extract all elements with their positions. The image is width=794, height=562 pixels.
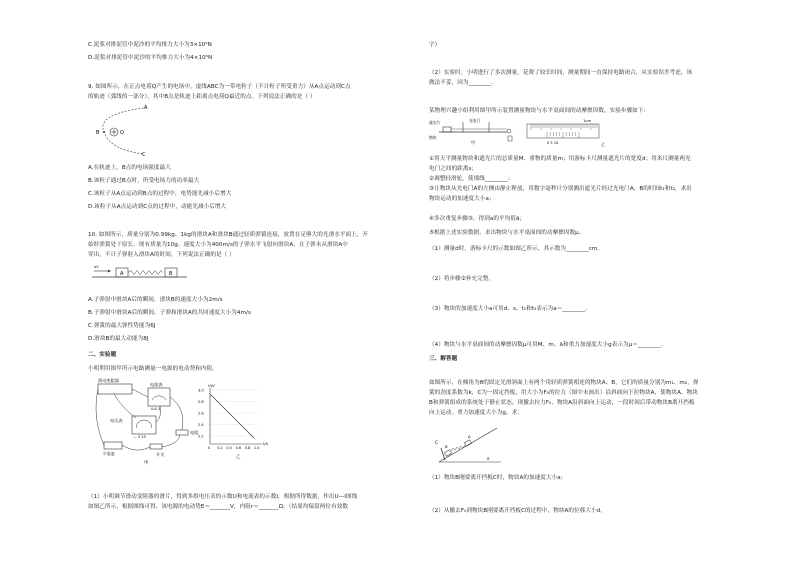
block-icon: [443, 127, 451, 132]
experiment2-intro: 某物理兴趣小组利用图甲所示装置测量物块与水平桌面间的动摩擦因数，实验步骤如下：: [429, 108, 650, 114]
q10-option-a: A.子弹射中滑块A后的瞬间，滑块B的速度大小为2m/s: [88, 297, 223, 303]
pulley-icon: [507, 129, 511, 133]
label-b: B: [96, 130, 100, 136]
step1-line1: ①用天平测量物块和遮光片的总质量M、重物的质量m；用游标卡尺测量遮光片的宽度d；用米尺测量两光: [429, 156, 691, 162]
y-tick-label: 2.4: [198, 423, 204, 427]
label-switch: 开关: [156, 452, 165, 457]
vernier-caliper-figure: [525, 118, 609, 148]
q10-option-d: D.滑块B的最大动能为8J: [88, 336, 149, 342]
incline-figure: [435, 422, 505, 464]
x-tick-label: 1.0: [254, 446, 260, 450]
label-rheostat: 滑动变阻器: [98, 378, 119, 383]
q10-stem-line1: 10. 如图所示，质量分别为0.99kg、1kg的滑块A和滑块B通过轻质弹簧连接，放置在足够大的光滑水平面上，开: [88, 232, 369, 238]
q9-field-figure: [96, 104, 156, 158]
x-tick-label: 0.4: [226, 446, 232, 450]
q9-option-b: B.该粒子通过B点时，所受电场力的功率最大: [88, 178, 200, 184]
section-experiment-heading: 二、实验题: [88, 352, 117, 358]
q9-stem-line1: 9. 如图所示，在正点电荷Q产生的电场中，虚线ABC为一带电粒子（不计粒子所受重力）从A点运动到C点: [88, 84, 351, 90]
q9-option-d: D.该粒子从A点运动到C点的过程中，动能先减小后增大: [88, 204, 227, 210]
q8-option-d: D.泥浆对排泥管中泥沙的平均推力大小为4×10⁵N: [88, 55, 213, 61]
label-photogate: 光电门: [469, 118, 481, 123]
q10-option-b: B.子弹射中滑块A后的瞬间，子弹和滑块A的共同速度大小为4m/s: [88, 310, 251, 316]
q9-option-c: C.该粒子从A点运动到B点的过程中，电势能先减小后增大: [88, 191, 232, 197]
calc-stem-line3: B和弹簧组成的系统处于静止状态，现撤去拉力F₀，物块A沿斜面向上运动，一段时间后带动物块B离开挡板: [429, 400, 695, 406]
label-block-a: A: [120, 271, 124, 277]
experiment1-intro: 小明利用图甲所示电路测量一电源的电动势和内阻。: [88, 366, 218, 372]
experiment1-q1-line2: 如图乙所示，根据图线可得，该电源的电动势E＝_______V，内阻r＝_______Ω。（结果均保留两位有效数: [88, 504, 349, 510]
section-calculation-heading: 三、解答题: [429, 356, 458, 362]
stopper-c: [441, 448, 445, 460]
spring: [128, 271, 163, 275]
experiment1-q2-line1: （2）实验时，小明进行了多次测量，花费了较长时间，测量期间一直保持电路闭合，从实验误差考虑，该: [429, 70, 693, 76]
experiment1-q1-line1: （1）小明调节滑动变阻器的滑片，得到多组电压表的示数U和电流表的示数I，根据所得数据，作出U—I图线: [88, 494, 358, 500]
step3-line2: 物块运动的加速度大小a；: [429, 196, 495, 202]
caliper-vernier-labels: 0 5 10: [547, 141, 559, 145]
y-tick-label: 2.8: [198, 400, 204, 404]
step4: ④多次重复步骤③，得到a的平均值ā；: [429, 216, 526, 222]
q10-option-c: C.弹簧的最大弹性势能为6J: [88, 323, 156, 329]
step1-line2: 电门之间的距离s；: [429, 166, 478, 172]
label-c: C: [435, 440, 438, 445]
y-tick-label: 2.6: [198, 411, 204, 416]
label-c: C: [142, 152, 146, 158]
circuit-figure: [92, 378, 204, 464]
experiment1-q2-line2: 做法不妥，因为________。: [429, 80, 497, 86]
label-block: 物块: [429, 135, 437, 140]
ui-graph: [196, 380, 268, 460]
block-a-icon: [464, 440, 471, 446]
q9-option-a: A.在轨迹上，B点的电场强度最大: [88, 165, 171, 171]
circuit-caption: 甲: [144, 461, 149, 466]
step5: ⑤根据上述实验数据，求出物块与水平桌面间的动摩擦因数μ。: [429, 230, 585, 236]
apparatus-caption: 甲: [471, 140, 476, 145]
ammeter-scale: 0.6 3: [151, 407, 161, 411]
exp2-q2: （2）将步骤②补充完整。: [429, 276, 495, 282]
exp2-q3: （3）物块的加速度大小a可用d、s、t₁和t₂表示为a＝________。: [429, 306, 591, 312]
y-tick-label: 3.0: [198, 388, 204, 393]
calc-q1: （1）物块B刚要离开挡板C时，物块A的加速度大小a；: [429, 475, 567, 481]
x-tick-label: 0.2: [217, 446, 223, 450]
label-shading-plate: 遮光片: [429, 120, 441, 125]
q8-option-c: C.泥浆对排泥管中泥沙的平均推力大小为3×10⁵N: [88, 42, 212, 48]
voltmeter-scale: — 3 15: [133, 435, 146, 439]
step2: ②调整轻滑轮，使细线________；: [429, 176, 514, 182]
q10-spring-figure: [92, 262, 192, 282]
right-column: [397, 0, 794, 562]
calc-stem-line4: 向上运动。重力加速度大小为g，求：: [429, 410, 523, 416]
switch-icon: [150, 444, 162, 449]
label-q: Q: [120, 130, 124, 136]
label-block-b: B: [169, 271, 173, 277]
label-v0: v₀: [94, 265, 99, 270]
q9-stem-line2: 的轨迹（弧线的一部分），其中B点是轨迹上距离点电荷Q最近的点。下列说法正确的是（ ）: [88, 94, 316, 100]
caliper-caption: 乙: [601, 142, 606, 147]
y-axis-label: U/V: [208, 383, 215, 388]
y-tick-label: 2.2: [198, 434, 204, 439]
continuation-text: 字）: [429, 42, 441, 48]
label-voltmeter: 电压表: [110, 418, 123, 423]
caliper-unit: 1cm: [583, 118, 592, 123]
label-resistor: 电阻: [190, 430, 199, 435]
voltmeter-icon: [132, 416, 156, 434]
battery-icon: [104, 442, 122, 449]
graph-caption: 乙: [236, 455, 241, 460]
weight-icon: [508, 136, 512, 141]
calc-q2: （2）从撤去F₀到物块B刚要离开挡板C的过程中，物块A的位移大小d。: [429, 508, 606, 514]
label-battery: 干电池: [102, 451, 115, 456]
rheostat-icon: [98, 384, 132, 394]
x-tick-label: 0.8: [244, 446, 251, 450]
q10-stem-line2: 始时弹簧处于原长。现有质量为10g、速度大小为400m/s的子弹水平飞射向滑块A，且子弹未从滑块A中: [88, 242, 348, 248]
x-tick-label: 0.6: [235, 446, 242, 450]
label-ammeter: 电流表: [150, 382, 163, 387]
spring-icon: [451, 445, 465, 451]
label-a: A: [144, 105, 148, 111]
label-a: A: [468, 434, 471, 439]
friction-apparatus-figure: [429, 118, 519, 148]
q10-stem-line3: 穿出。不计子弹射入滑块A的时间，下列说法正确的是（ ）: [88, 252, 235, 258]
ui-line: [210, 394, 254, 438]
exp2-q1: （1）测量d时，游标卡尺的示数如图乙所示，其示数为________cm。: [429, 246, 604, 252]
label-theta: θ: [487, 456, 490, 461]
x-tick-label: 0: [208, 446, 211, 450]
label-b: B: [445, 444, 448, 449]
step3-line1: ③让物块从光电门A的左侧由静止释放，用数字毫秒计分别测出遮光片经过光电门A、B的时间t₁和t₂，求出: [429, 186, 692, 192]
x-axis-label: I/A: [263, 441, 268, 446]
resistor-icon: [176, 430, 188, 435]
calc-stem-line1: 如图所示，在倾角为θ的固定光滑斜面上有两个用轻质弹簧相连的物块A、B，它们的质量分别为m₁、m₂，弹: [429, 380, 699, 386]
calc-stem-line2: 簧的劲度系数为k，C为一固定挡板，用大小为F₀的拉力（图中未画出）沿斜面向下拉物块A，使物块A、物块: [429, 390, 698, 396]
ammeter-icon: [148, 388, 170, 406]
exp2-q4: （4）物块与水平桌面间的动摩擦因数μ可用M、m、ā和重力加速度大小g表示为μ＝________。: [429, 342, 667, 348]
